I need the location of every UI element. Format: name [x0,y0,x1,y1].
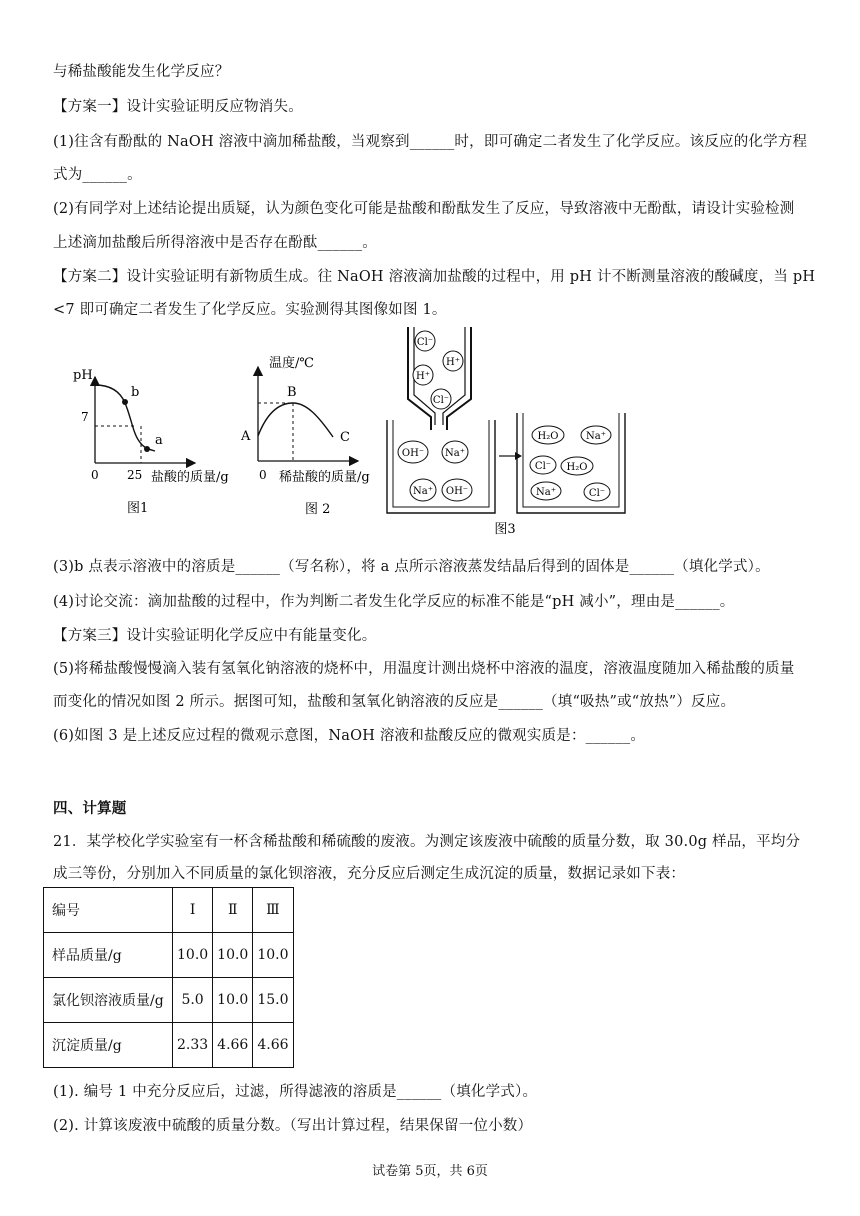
svg-text:Na⁺: Na⁺ [413,486,433,497]
table-cell: 10.0 [173,933,213,978]
svg-text:H⁺: H⁺ [446,357,460,368]
table-row [44,978,294,1023]
svg-text:Na⁺: Na⁺ [586,431,606,442]
table-cell: 10.0 [253,933,293,978]
svg-text:Cl⁻: Cl⁻ [432,395,450,406]
beaker2-ion [581,426,611,444]
table-cell: 氯化钡溶液质量/g [44,978,173,1023]
fig1-xlabel: 盐酸的质量/g [151,470,229,485]
text-line: 与稀盐酸能发生化学反应？ [53,64,230,80]
scheme-three-heading: 【方案三】设计实验证明化学反应中有能量变化。 [53,628,377,644]
sub-question-1: (1). 编号 1 中充分反应后，过滤，所得滤液的溶质是______（填化学式）。 [53,1084,538,1100]
table-cell: 4.66 [253,1023,293,1068]
question-1-cont: 式为______。 [53,167,142,183]
figures-area [55,325,635,545]
figure-3-micro-diagram [383,325,635,545]
table-header-cell: Ⅱ [213,888,253,933]
table-cell: 5.0 [173,978,213,1023]
beaker2-molecule [532,426,564,444]
table-cell: 2.33 [173,1023,213,1068]
question-5: (5)将稀盐酸慢慢滴入装有氢氧化钠溶液的烧杯中，用温度计测出烧杯中溶液的温度，溶液温度随加入稀盐酸的质量 [53,661,795,677]
beaker1-ion [410,479,436,501]
scheme-one-heading: 【方案一】设计实验证明反应物消失。 [53,99,303,115]
fig2-point-b: B [287,385,297,400]
fig1-origin: 0 [91,468,99,482]
table-cell: 4.66 [213,1023,253,1068]
table-header-row [44,888,294,933]
table-cell: 10.0 [213,978,253,1023]
table-cell: 样品质量/g [44,933,173,978]
fig2-point-c: C [340,430,350,445]
fig1-tick-7: 7 [81,410,89,424]
svg-text:Cl⁻: Cl⁻ [416,337,434,348]
dropper-ion [413,365,433,385]
table-cell: 15.0 [253,978,293,1023]
beaker1-ion [442,441,468,463]
fig2-point-a: A [241,429,251,444]
svg-text:H₂O: H₂O [537,431,559,442]
table-header-cell: Ⅲ [253,888,293,933]
fig2-ylabel: 温度/℃ [269,356,314,371]
beaker2-ion [531,482,561,500]
fig2-origin: 0 [259,468,267,482]
question-21-cont: 成三等份，分别加入不同质量的氯化钡溶液，充分反应后测定生成沉淀的质量，数据记录如下表： [53,866,686,882]
fig1-ylabel: pH [73,368,93,383]
beaker1-ion [398,441,428,463]
table-header-cell: Ⅰ [173,888,213,933]
svg-text:Na⁺: Na⁺ [445,448,465,459]
table-row [44,933,294,978]
svg-text:H⁺: H⁺ [416,371,430,382]
fig1-point-a: a [155,433,163,448]
question-2-cont: 上述滴加盐酸后所得溶液中是否存在酚酞______。 [53,235,377,251]
dropper-ion [415,331,435,351]
question-6: (6)如图 3 是上述反应过程的微观示意图，NaOH 溶液和盐酸反应的微观实质是：______。 [53,728,646,744]
svg-text:Cl⁻: Cl⁻ [588,488,606,499]
svg-text:Na⁺: Na⁺ [536,487,556,498]
question-4: (4)讨论交流：滴加盐酸的过程中，作为判断二者发生化学反应的标准不能是“pH 减小”，理由是______。 [53,594,735,610]
beaker2-ion [530,456,556,474]
fig2-xlabel: 稀盐酸的质量/g [279,470,370,485]
question-3: (3)b 点表示溶液中的溶质是______（写名称），将 a 点所示溶液蒸发结晶后得到的固体是______（填化学式）。 [53,559,770,575]
table-cell: 沉淀质量/g [44,1023,173,1068]
question-21: 21．某学校化学实验室有一杯含稀盐酸和稀硫酸的废液。为测定该废液中硫酸的质量分数，取 30.0g 样品，平均分 [53,834,801,850]
dropper-ion [443,351,463,371]
question-2: (2)有同学对上述结论提出质疑，认为颜色变化可能是盐酸和酚酞发生了反应，导致溶液中无酚酞，请设计实验检测 [53,201,795,217]
question-1: (1)往含有酚酞的 NaOH 溶液中滴加稀盐酸，当观察到______时，即可确定二者发生了化学反应。该反应的化学方程 [53,134,808,150]
table-cell: 10.0 [213,933,253,978]
fig1-caption: 图1 [127,501,149,516]
fig2-caption: 图 2 [305,502,331,517]
beaker1-ion [442,479,472,501]
figure-2-temperature-graph [233,355,393,520]
scheme-two-cont: <7 即可确定二者发生了化学反应。实验测得其图像如图 1。 [53,302,447,318]
fig1-tick-25: 25 [127,468,143,482]
dropper-ion [431,389,451,409]
svg-text:OH⁻: OH⁻ [445,486,469,497]
figure-1-ph-graph [55,355,245,525]
question-5-cont: 而变化的情况如图 2 所示。据图可知，盐酸和氢氧化钠溶液的反应是______（填“吸热”或“放热”）反应。 [53,694,736,710]
beaker2-ion [584,483,610,501]
svg-text:Cl⁻: Cl⁻ [534,461,552,472]
table-row [44,1023,294,1068]
section-heading-calculation: 四、计算题 [53,800,127,817]
fig3-caption: 图3 [494,522,516,537]
svg-text:OH⁻: OH⁻ [401,448,425,459]
sub-question-2: (2). 计算该废液中硫酸的质量分数。（写出计算过程，结果保留一位小数） [53,1118,533,1134]
table-header-cell: 编号 [44,888,173,933]
beaker2-molecule [561,457,593,475]
data-table [43,887,294,1068]
page-footer: 试卷第 5页，共 6页 [372,1164,488,1179]
scheme-two-heading: 【方案二】设计实验证明有新物质生成。往 NaOH 溶液滴加盐酸的过程中，用 pH 计不断测量溶液的酸碱度，当 pH [53,269,816,285]
fig1-point-b: b [131,385,140,400]
svg-text:H₂O: H₂O [566,462,588,473]
